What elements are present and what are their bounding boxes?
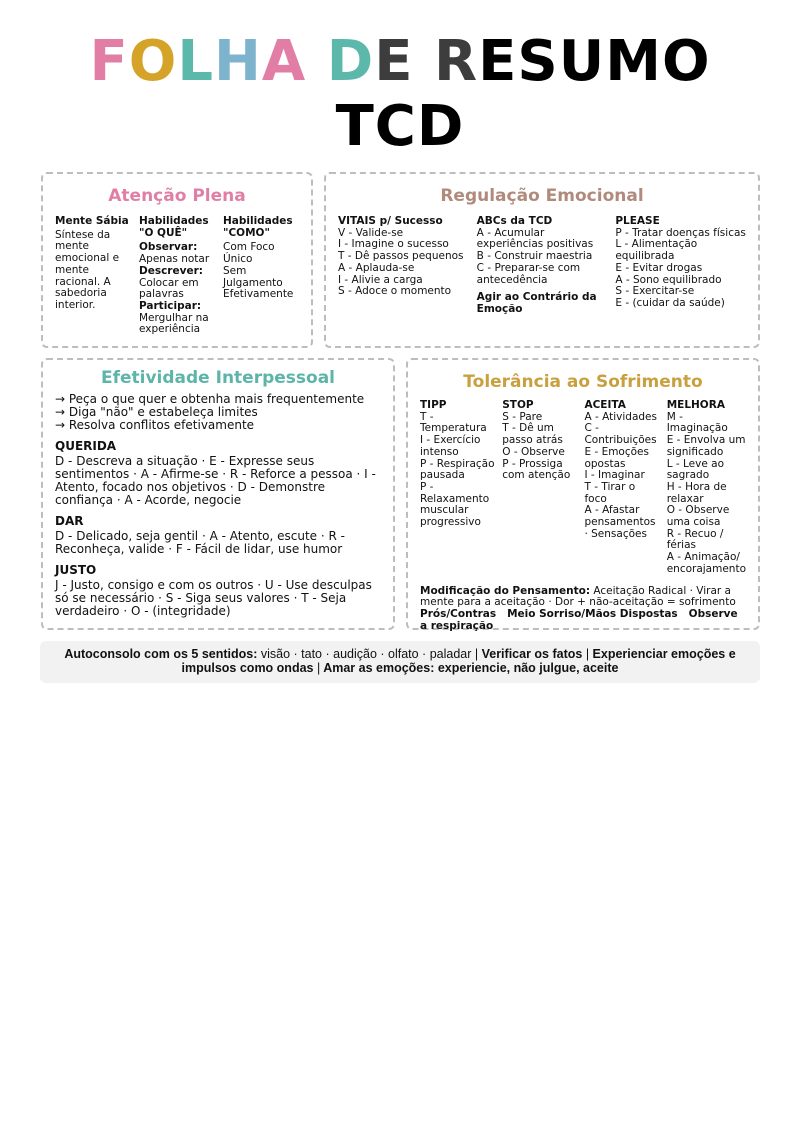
aceita-line: A - Afastar pensamentos · Sensações bbox=[584, 504, 656, 540]
heading-aceita: ACEITA bbox=[584, 399, 626, 411]
aceita-line: C - Contribuições bbox=[584, 422, 657, 447]
text-extras: Prós/Contras Meio Sorriso/Mãos Dispostas Observe a respiração bbox=[420, 607, 742, 632]
bullet-line: → Peça o que quer e obtenha mais frequentemente bbox=[55, 392, 365, 406]
aceita-line: T - Tirar o foco bbox=[584, 480, 636, 505]
aceita-line: E - Emoções opostas bbox=[584, 445, 649, 470]
vitais-line: S - Adoce o momento bbox=[338, 285, 452, 298]
col-tipp bbox=[420, 400, 496, 576]
title-letter: U bbox=[558, 29, 606, 94]
tipp-line: I - Exercício intenso bbox=[420, 434, 481, 458]
vitais-line: A - Aplauda-se bbox=[338, 261, 415, 274]
title-letter: S bbox=[517, 29, 559, 94]
title-letter: E bbox=[374, 29, 414, 94]
melhora-line: L - Leve ao sagrado bbox=[666, 457, 725, 482]
title-letter: D bbox=[326, 29, 375, 94]
panel-atencao-plena bbox=[41, 172, 313, 348]
col-mente-sabia bbox=[55, 216, 131, 336]
tipp-line: P - Relaxamento muscular progressivo bbox=[420, 480, 490, 529]
text-participar: Mergulhar na experiência bbox=[139, 311, 209, 336]
vitais-line: I - Imagine o sucesso bbox=[338, 238, 449, 251]
heading-justo: JUSTO bbox=[55, 563, 97, 577]
page-title-line1 bbox=[0, 30, 800, 94]
label-autoconsolo: Autoconsolo com os 5 sentidos: bbox=[64, 647, 258, 661]
aceita-line: I - Imaginar bbox=[584, 469, 645, 482]
modificacao-pensamento bbox=[420, 586, 746, 633]
text-dar: D - Delicado, seja gentil · A - Atento, escute · R - Reconheça, valide · F - Fácil de lidar, use humor bbox=[55, 529, 345, 556]
title-letter: L bbox=[177, 29, 215, 94]
melhora-line: A - Animação/ encorajamento bbox=[666, 551, 747, 575]
separator: | bbox=[474, 647, 479, 661]
melhora-line: M - Imaginação bbox=[666, 410, 728, 435]
panel-title-regulacao: Regulação Emocional bbox=[440, 186, 644, 206]
bullet-line: → Resolva conflitos efetivamente bbox=[55, 418, 255, 432]
heading-tipp: TIPP bbox=[420, 399, 447, 411]
label-descrever: Descrever: bbox=[139, 264, 203, 277]
bullet-line: → Diga "não" e estabeleça limites bbox=[55, 405, 258, 419]
title-letter: O bbox=[128, 29, 178, 94]
footer-box bbox=[40, 641, 760, 683]
stop-line: O - Observe bbox=[502, 445, 565, 458]
separator: | bbox=[585, 647, 590, 661]
panel-title-tolerancia: Tolerância ao Sofrimento bbox=[463, 372, 703, 392]
please-line: E - Evitar drogas bbox=[615, 261, 703, 274]
vitais-line: V - Valide-se bbox=[338, 226, 404, 239]
heading-please: PLEASE bbox=[615, 215, 660, 227]
col-vitais bbox=[338, 216, 469, 316]
heading-mente-sabia: Mente Sábia bbox=[55, 215, 129, 227]
title-letter: R bbox=[433, 29, 479, 94]
heading-abc: ABCs da TCD bbox=[476, 215, 553, 227]
col-habilidades-como bbox=[223, 216, 299, 336]
col-please bbox=[615, 216, 746, 316]
text-amar-emocoes: Amar as emoções: experiencie, não julgue, aceite bbox=[320, 661, 619, 675]
col-habilidades-que bbox=[139, 216, 215, 336]
panel-regulacao-emocional bbox=[324, 172, 760, 348]
heading-agir-contrario: Agir ao Contrário da Emoção bbox=[476, 291, 597, 315]
label-participar: Participar: bbox=[139, 299, 202, 312]
panel-title-efetividade: Efetividade Interpessoal bbox=[100, 368, 336, 388]
melhora-line: E - Envolva um significado bbox=[666, 434, 746, 458]
panel-tolerancia-sofrimento bbox=[406, 358, 760, 630]
title-letter: E bbox=[478, 29, 518, 94]
text-descrever: Colocar em palavras bbox=[139, 276, 199, 301]
text-observar: Apenas notar bbox=[139, 253, 210, 266]
text-autoconsolo: visão · tato · audição · olfato · paladar bbox=[257, 647, 475, 661]
col-abc bbox=[477, 216, 608, 316]
stop-line: S - Pare bbox=[502, 410, 543, 423]
heading-querida: QUERIDA bbox=[55, 439, 117, 453]
heading-melhora: MELHORA bbox=[666, 399, 725, 411]
como-line: Com Foco Único bbox=[223, 241, 275, 266]
como-line: Sem Julgamento bbox=[223, 264, 283, 289]
vitais-line: T - Dê passos pequenos bbox=[338, 250, 464, 263]
vitais-line: I - Alivie a carga bbox=[338, 273, 423, 286]
heading-vitais: VITAIS p/ Sucesso bbox=[338, 215, 443, 227]
text-modificacao: Aceitação Radical · Virar a mente para a aceitação · Dor + não-aceitação = sofrimento bbox=[420, 584, 736, 609]
col-stop bbox=[502, 400, 578, 576]
please-line: A - Sono equilibrado bbox=[615, 273, 722, 286]
col-melhora bbox=[667, 400, 746, 576]
melhora-line: H - Hora de relaxar bbox=[666, 480, 727, 505]
label-modificacao: Modificação do Pensamento: bbox=[420, 584, 591, 597]
stop-line: P - Prossiga com atenção bbox=[502, 457, 571, 482]
tipp-line: T - Temperatura bbox=[420, 410, 487, 435]
title-letter: O bbox=[661, 29, 711, 94]
please-line: E - (cuidar da saúde) bbox=[615, 296, 725, 309]
heading-dar: DAR bbox=[55, 514, 84, 528]
title-letter bbox=[413, 29, 434, 94]
text-justo: J - Justo, consigo e com os outros · U - Use desculpas só se necessário · S - Siga seus valores · T - Seja verdadeiro · O - (integridade) bbox=[55, 578, 372, 618]
please-line: S - Exercitar-se bbox=[615, 285, 695, 298]
label-observar: Observar: bbox=[139, 241, 198, 254]
title-letter: A bbox=[261, 29, 307, 94]
text-experienciar-emocoes: Experienciar emoções e impulsos como ondas bbox=[181, 647, 736, 675]
title-letter: M bbox=[605, 29, 662, 94]
title-letter bbox=[306, 29, 327, 94]
panel-efetividade-interpessoal bbox=[41, 358, 395, 630]
abc-line: A - Acumular experiências positivas bbox=[476, 226, 594, 251]
aceita-line: A - Atividades bbox=[584, 410, 657, 423]
heading-habilidades-que: Habilidades "O QUÊ" bbox=[139, 215, 209, 239]
col-aceita bbox=[584, 400, 660, 576]
text-querida: D - Descreva a situação · E - Expresse seus sentimentos · A - Afirme-se · R - Reforce a pessoa · I - Atento, focado nos objetivos · D - Demonstre confiança · A - Acorde, negocie bbox=[55, 454, 376, 507]
melhora-line: O - Observe uma coisa bbox=[666, 504, 730, 529]
heading-habilidades-como: Habilidades "COMO" bbox=[223, 215, 293, 239]
please-line: L - Alimentação equilibrada bbox=[615, 238, 698, 263]
como-line: Efetivamente bbox=[223, 288, 294, 301]
stop-line: T - Dê um passo atrás bbox=[502, 422, 563, 447]
text-mente-sabia: Síntese da mente emocional e mente racional. A sabedoria interior. bbox=[55, 228, 120, 311]
panel-title-atencao: Atenção Plena bbox=[108, 186, 246, 206]
text-verificar-fatos: Verificar os fatos bbox=[478, 647, 586, 661]
heading-stop: STOP bbox=[502, 399, 534, 411]
page-title-line2: TCD bbox=[335, 94, 465, 159]
separator: | bbox=[316, 661, 321, 675]
abc-line: C - Preparar-se com antecedência bbox=[476, 261, 581, 286]
please-line: P - Tratar doenças físicas bbox=[615, 226, 746, 239]
tipp-line: P - Respiração pausada bbox=[420, 457, 495, 482]
title-letter: H bbox=[214, 29, 262, 94]
melhora-line: R - Recuo / férias bbox=[666, 527, 724, 552]
abc-line: B - Construir maestria bbox=[476, 250, 593, 263]
title-letter: F bbox=[89, 29, 129, 94]
